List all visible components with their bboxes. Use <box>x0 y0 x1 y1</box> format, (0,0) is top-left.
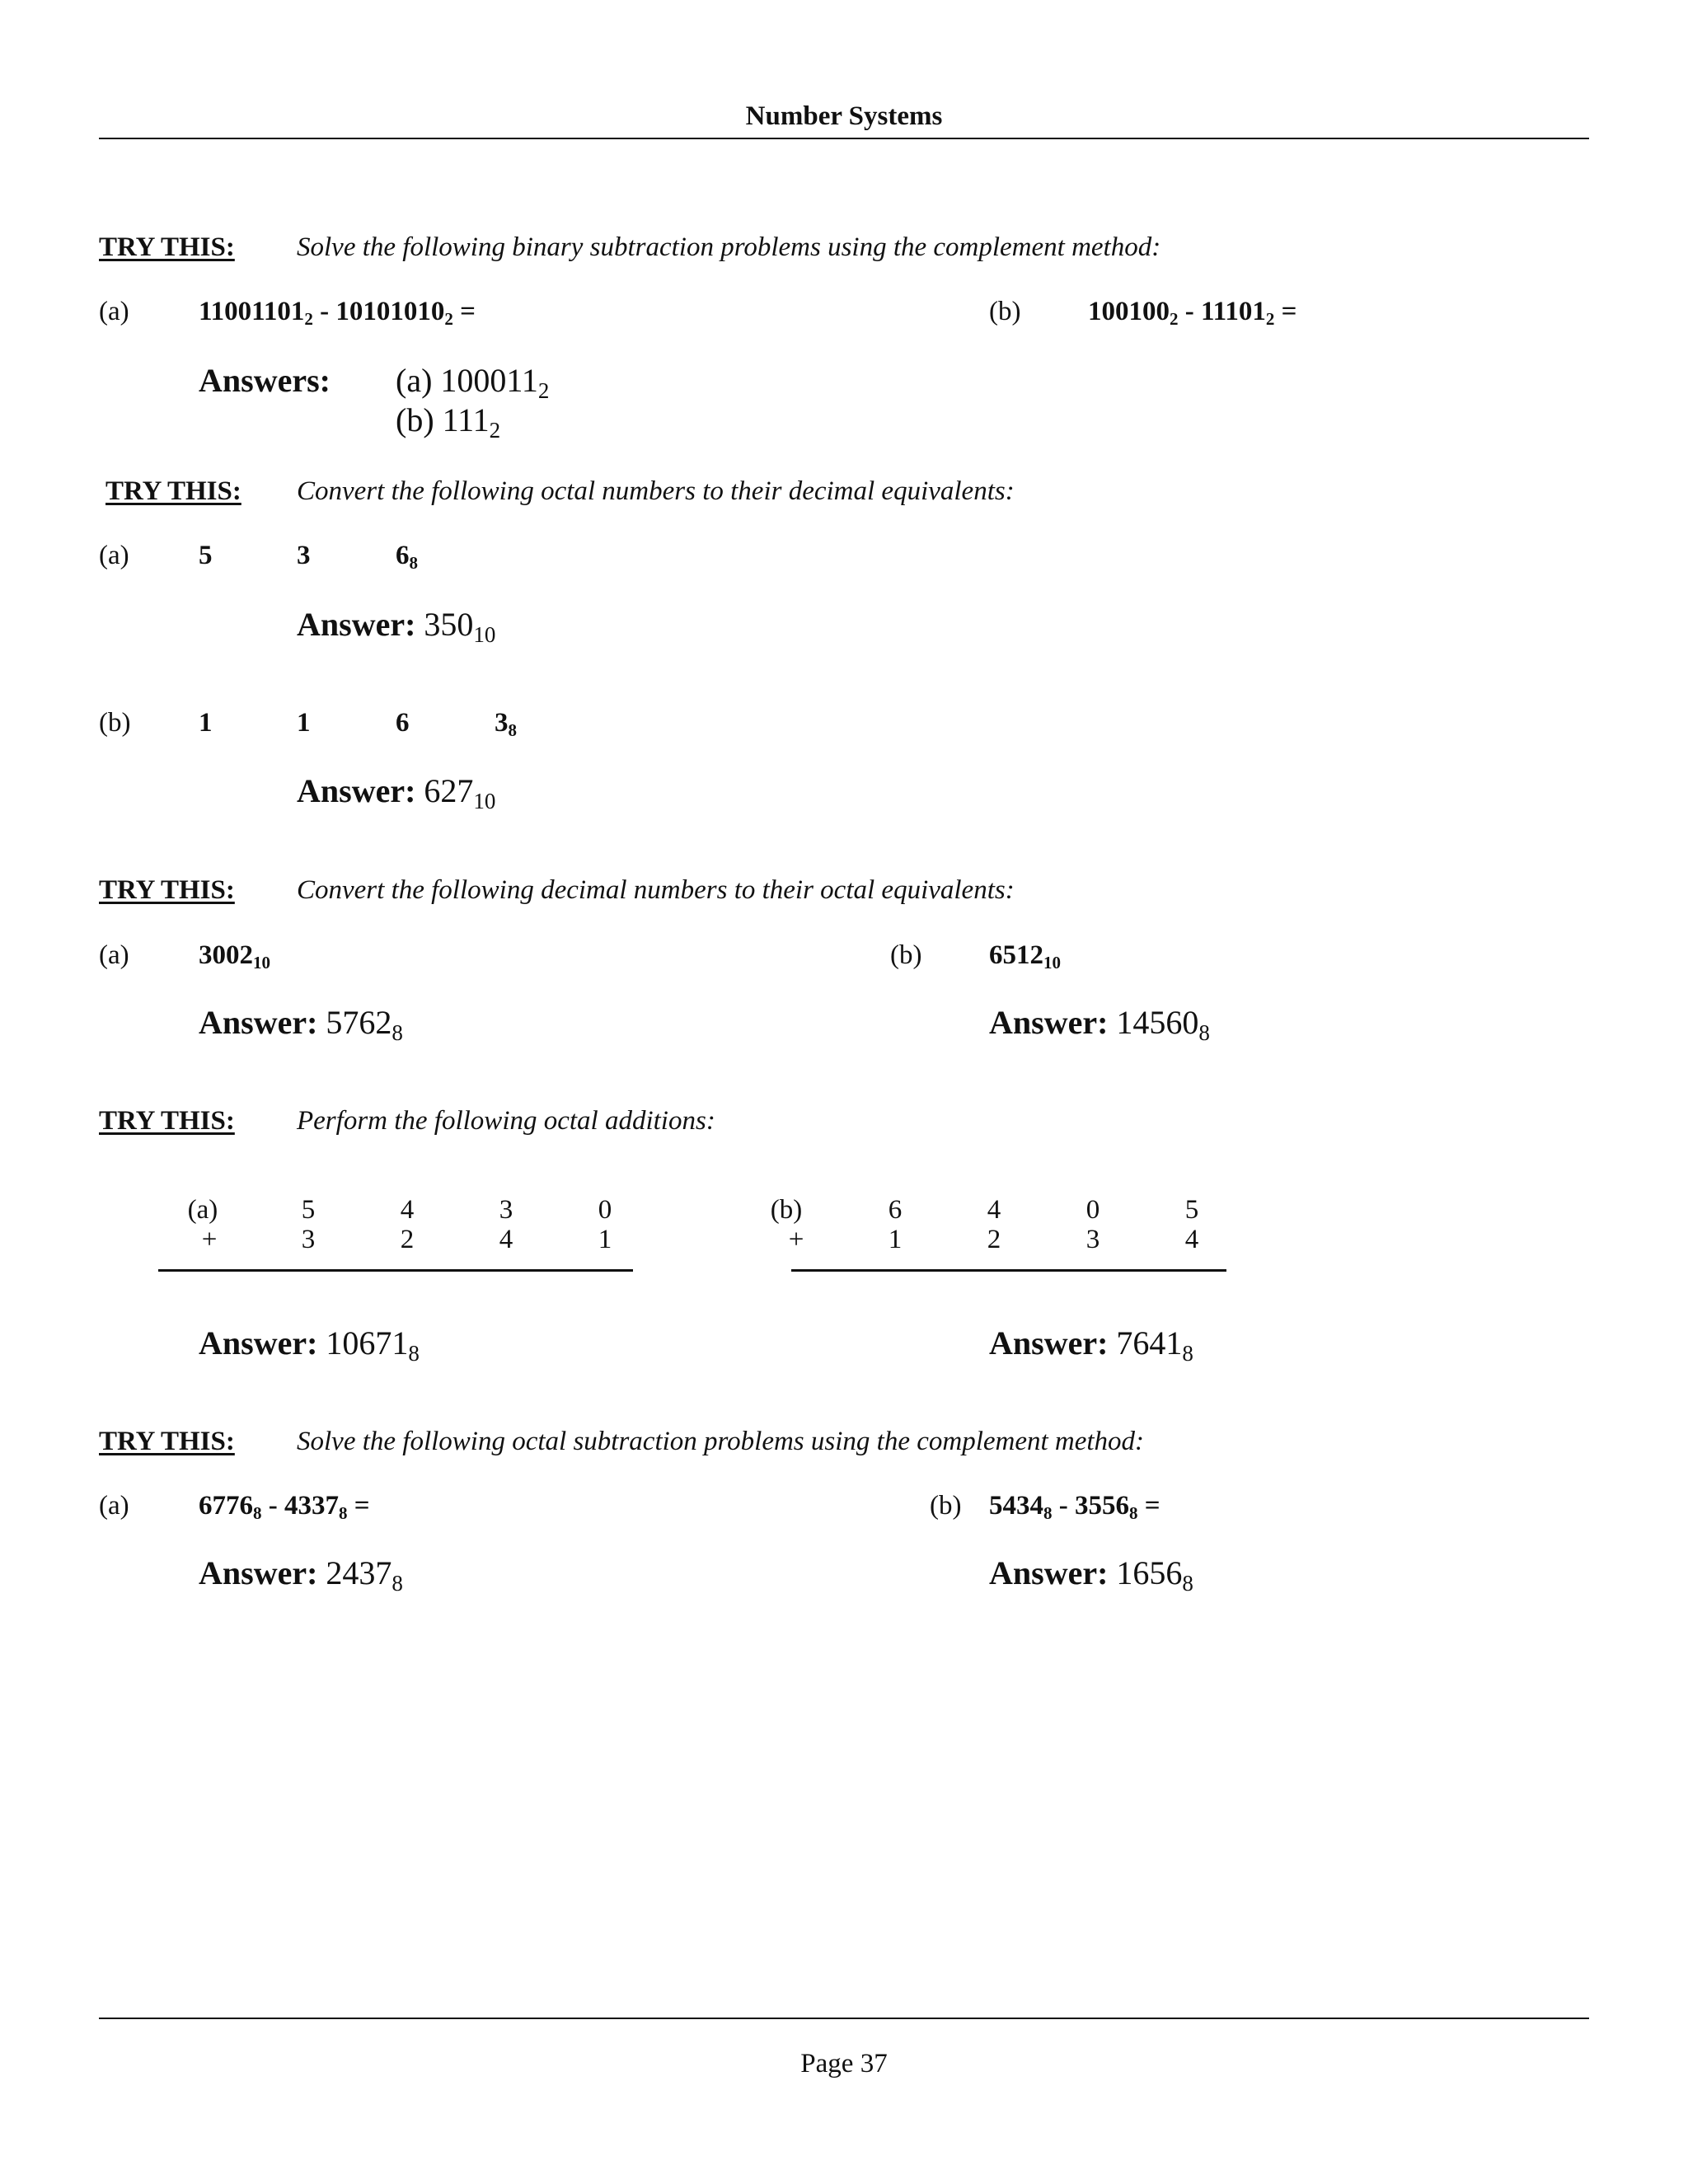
addition-digit: 0 <box>1085 1195 1100 1225</box>
problem-label: (b) <box>989 297 1021 326</box>
octal-digit: 1 <box>199 708 213 738</box>
addition-digit: 1 <box>888 1225 903 1254</box>
plus-sign: + <box>201 1225 218 1254</box>
try-this-label: TRY THIS: <box>99 1427 235 1456</box>
answer-value: (b) $111_2$ <box>396 401 501 443</box>
page-number: Page 37 <box>800 2049 888 2079</box>
instruction-text: Perform the following octal additions: <box>297 1106 715 1136</box>
octal-digit: 1 <box>297 708 311 738</box>
problem-expression: $100100_2 - 11101_2$ = <box>1088 297 1297 329</box>
addition-digit: 3 <box>499 1195 513 1225</box>
addition-digit: 2 <box>400 1225 415 1254</box>
addition-digit: 6 <box>888 1195 903 1225</box>
addition-label: (a) <box>187 1195 218 1225</box>
problem-expression: $6512_{10}$ <box>989 940 1061 972</box>
try-this-label: TRY THIS: <box>106 476 241 506</box>
addition-digit: 1 <box>598 1225 612 1254</box>
addition-label: (b) <box>770 1195 803 1225</box>
instruction-text: Solve the following binary subtraction problems using the complement method: <box>297 232 1161 262</box>
header-rule <box>99 138 1589 139</box>
plus-sign: + <box>788 1225 804 1254</box>
problem-label: (a) <box>99 1491 129 1521</box>
problem-expression: $5434_8 - 3556_8$ = <box>989 1491 1160 1523</box>
answers-label: Answers: <box>199 362 331 399</box>
sum-line <box>791 1269 1226 1272</box>
problem-label: (a) <box>99 297 129 326</box>
instruction-text: Convert the following octal numbers to their decimal equivalents: <box>297 476 1015 506</box>
octal-digit: $3_8$ <box>495 708 517 740</box>
try-this-label: TRY THIS: <box>99 1106 235 1136</box>
problem-label: (b) <box>930 1491 962 1521</box>
answer-value: (a) $100011_2$ <box>396 362 550 403</box>
problem-label: (b) <box>99 708 131 738</box>
instruction-text: Convert the following decimal numbers to their octal equivalents: <box>297 875 1015 905</box>
octal-digit: $6_8$ <box>396 541 418 573</box>
addition-digit: 3 <box>1085 1225 1100 1254</box>
addition-digit: 2 <box>987 1225 1001 1254</box>
answer-value: Answer: $350_{10}$ <box>297 606 496 647</box>
octal-digit: 6 <box>396 708 410 738</box>
octal-digit: 5 <box>199 541 213 570</box>
answer-value: Answer: $14560_8$ <box>989 1004 1210 1045</box>
problem-expression: $6776_8 - 4337_8$ = <box>199 1491 370 1523</box>
addition-digit: 4 <box>1184 1225 1199 1254</box>
octal-digit: 3 <box>297 541 311 570</box>
sum-line <box>158 1269 633 1272</box>
problem-expression: $3002_{10}$ <box>199 940 270 972</box>
problem-label: (a) <box>99 541 129 570</box>
problem-label: (a) <box>99 940 129 970</box>
answer-value: Answer: $5762_8$ <box>199 1004 403 1045</box>
answer-value: Answer: $10671_8$ <box>199 1324 420 1366</box>
addition-digit: 4 <box>499 1225 513 1254</box>
addition-digit: 0 <box>598 1195 612 1225</box>
page-title: Number Systems <box>745 101 943 131</box>
problem-label: (b) <box>890 940 922 970</box>
answer-value: Answer: $627_{10}$ <box>297 772 496 813</box>
answer-value: Answer: $1656_8$ <box>989 1554 1193 1596</box>
addition-digit: 4 <box>987 1195 1001 1225</box>
addition-digit: 4 <box>400 1195 415 1225</box>
answer-value: Answer: $7641_8$ <box>989 1324 1193 1366</box>
addition-digit: 3 <box>301 1225 316 1254</box>
footer-rule <box>99 2018 1589 2019</box>
try-this-label: TRY THIS: <box>99 232 235 262</box>
addition-digit: 5 <box>1184 1195 1199 1225</box>
problem-expression: $11001101_2 - 10101010_2$ = <box>199 297 476 329</box>
instruction-text: Solve the following octal subtraction problems using the complement method: <box>297 1427 1145 1456</box>
addition-digit: 5 <box>301 1195 316 1225</box>
answer-value: Answer: $2437_8$ <box>199 1554 403 1596</box>
try-this-label: TRY THIS: <box>99 875 235 905</box>
